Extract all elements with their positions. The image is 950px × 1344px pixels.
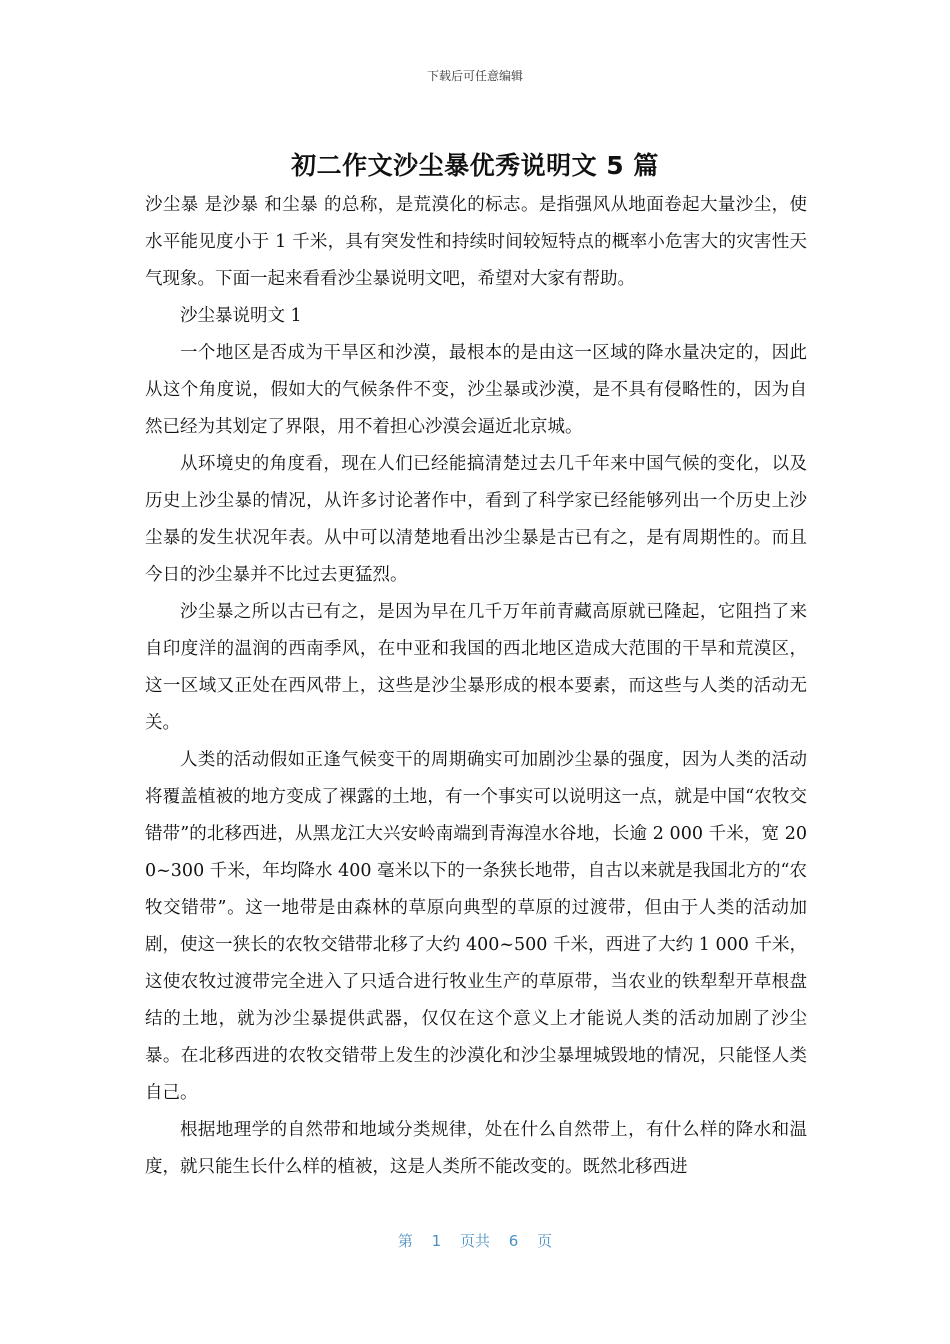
intro-paragraph: 沙尘暴 是沙暴 和尘暴 的总称，是荒漠化的标志。是指强风从地面卷起大量沙尘，使水平能见度小于 1 千米，具有突发性和持续时间较短特点的概率小危害大的灾害性天气现象。下面一起来看看沙尘暴说明文吧，希望对大家有帮助。 bbox=[145, 195, 807, 289]
document-body bbox=[145, 187, 807, 1186]
document-title: 初二作文沙尘暴优秀说明文 5 篇 bbox=[291, 151, 659, 180]
section-heading: 沙尘暴说明文 1 bbox=[180, 306, 302, 326]
page-number: 第 1 页共 6 页 bbox=[397, 1232, 553, 1250]
body-paragraph: 一个地区是否成为干旱区和沙漠，最根本的是由这一区域的降水量决定的，因此从这个角度说，假如大的气候条件不变，沙尘暴或沙漠，是不具有侵略性的，因为自然已经为其划定了界限，用不着担心沙漠会逼近北京城。 bbox=[145, 343, 807, 437]
body-paragraph: 从环境史的角度看，现在人们已经能搞清楚过去几千年来中国气候的变化，以及历史上沙尘暴的情况，从许多讨论著作中，看到了科学家已经能够列出一个历史上沙尘暴的发生状况年表。从中可以清楚地看出沙尘暴是古已有之，是有周期性的。而且今日的沙尘暴并不比过去更猛烈。 bbox=[145, 454, 807, 585]
header-note: 下载后可任意编辑 bbox=[426, 69, 523, 83]
body-paragraph: 沙尘暴之所以古已有之，是因为早在几千万年前青藏高原就已隆起，它阻挡了来自印度洋的温润的西南季风，在中亚和我国的西北地区造成大范围的干旱和荒漠区，这一区域又正处在西风带上，这些是沙尘暴形成的根本要素，而这些与人类的活动无关。 bbox=[145, 602, 807, 733]
body-paragraph: 根据地理学的自然带和地域分类规律，处在什么自然带上，有什么样的降水和温度，就只能生长什么样的植被，这是人类所不能改变的。既然北移西进 bbox=[145, 1120, 807, 1177]
body-paragraph: 人类的活动假如正逢气候变干的周期确实可加剧沙尘暴的强度，因为人类的活动将覆盖植被的地方变成了裸露的土地，有一个事实可以说明这一点，就是中国“农牧交错带”的北移西进，从黑龙江大兴安岭南端到青海湟水谷地，长逾 2 000 千米，宽 200~300 千米，年均降水 400 毫米以下的一条狭长地带，自古以来就是我国北方的“农牧交错带”。这一地带是由森林的草原向典型的草原的过渡带，但由于人类的活动加剧，使这一狭长的农牧交错带北移了大约 400~500 千米，西进了大约 1 000 千米，这使农牧过渡带完全进入了只适合进行牧业生产的草原带，当农业的铁犁犁开草根盘结的土地，就为沙尘暴提供武器，仅仅在这个意义上才能说人类的活动加剧了沙尘暴。在北移西进的农牧交错带上发生的沙漠化和沙尘暴埋城毁地的情况，只能怪人类自己。 bbox=[145, 750, 807, 1103]
